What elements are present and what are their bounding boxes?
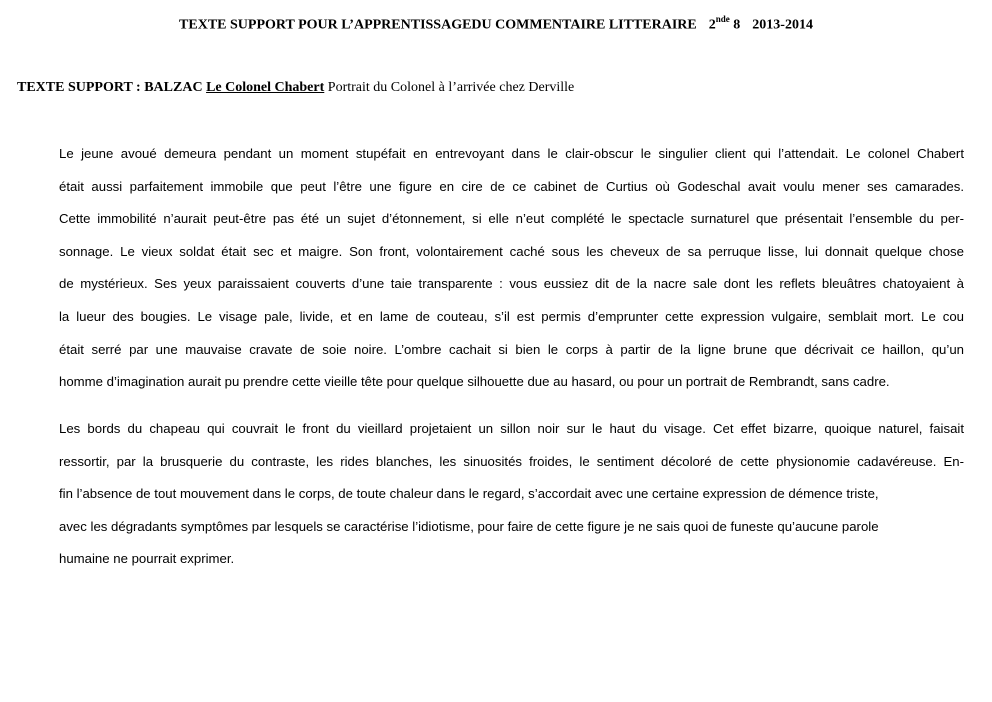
support-description: Portrait du Colonel à l’arrivée chez Derville [327, 80, 575, 95]
paragraph-line: avec les dégradants symptômes par lesquels se caractérise l’idiotisme, pour faire de cette figure je ne sais quoi de funeste qu’aucune parole [59, 518, 879, 534]
paragraph-line: Les bords du chapeau qui couvrait le front du vieillard projetaient un sillon noir sur le haut du visage. Cet effet bizarre, quoique naturel, faisait [59, 421, 964, 436]
paragraph-line: sonnage. Le vieux soldat était sec et maigre. Son front, volontairement caché sous les cheveux de sa perruque lisse, lui donnait quelque chose [59, 243, 964, 259]
paragraph-line: fin l’absence de tout mouvement dans le corps, de toute chaleur dans le regard, s’accordait avec une certaine expression de démence triste, [59, 486, 879, 502]
paragraph-line: Le jeune avoué demeura pendant un moment stupéfait en entrevoyant dans le clair-obscur le singulier client qui l’attendait. Le colonel Chabert [59, 146, 964, 161]
paragraph-line: homme d’imagination aurait pu prendre cette vieille tête pour quelque silhouette due au hasard, ou pour un portrait de Rembrandt, sans cadre. [59, 374, 890, 390]
support-label: TEXTE SUPPORT : BALZAC [17, 80, 203, 95]
paragraph-line: la lueur des bougies. Le visage pale, livide, et en lame de couteau, s’il est permis d’emprunter cette expression vulgaire, semblait mort. Le cou [59, 308, 964, 324]
support-line [17, 80, 574, 96]
school-year: 2013-2014 [752, 17, 813, 33]
document-title [0, 15, 992, 34]
class-suffix: nde [715, 14, 730, 24]
paragraph-1 [59, 138, 964, 399]
paragraph-line: était aussi parfaitement immobile que peut l’être une figure en cire de ce cabinet de Curtius où Godeschal avait voulu mener ses camarades. [59, 178, 964, 194]
paragraph-line: ressortir, par la brusquerie du contraste, les rides blanches, les sinuosités froides, le sentiment décoloré de cette physionomie cadavéreuse. En- [59, 453, 964, 469]
paragraph-line: de mystérieux. Ses yeux paraissaient couverts d’une taie transparente : vous eussiez dit de la nacre sale dont les reflets bleuâtres chatoyaient à [59, 276, 964, 292]
paragraph-line: humaine ne pourrait exprimer. [59, 551, 235, 567]
paragraph-2 [59, 413, 964, 576]
title-main: TEXTE SUPPORT POUR L’APPRENTISSAGEDU COMMENTAIRE LITTERAIRE [179, 17, 697, 33]
class-group: 8 [733, 17, 741, 33]
paragraph-line: était serré par une mauvaise cravate de soie noire. L’ombre cachait si bien le corps à partir de la ligne brune que décrivait ce haillon, qu’un [59, 341, 964, 357]
class-number: 2 [708, 17, 716, 33]
work-title: Le Colonel Chabert [206, 80, 325, 95]
paragraph-line: Cette immobilité n’aurait peut-être pas été un sujet d’étonnement, si elle n’eut complété le spectacle surnaturel que présentait l’ensemble du per- [59, 211, 964, 227]
